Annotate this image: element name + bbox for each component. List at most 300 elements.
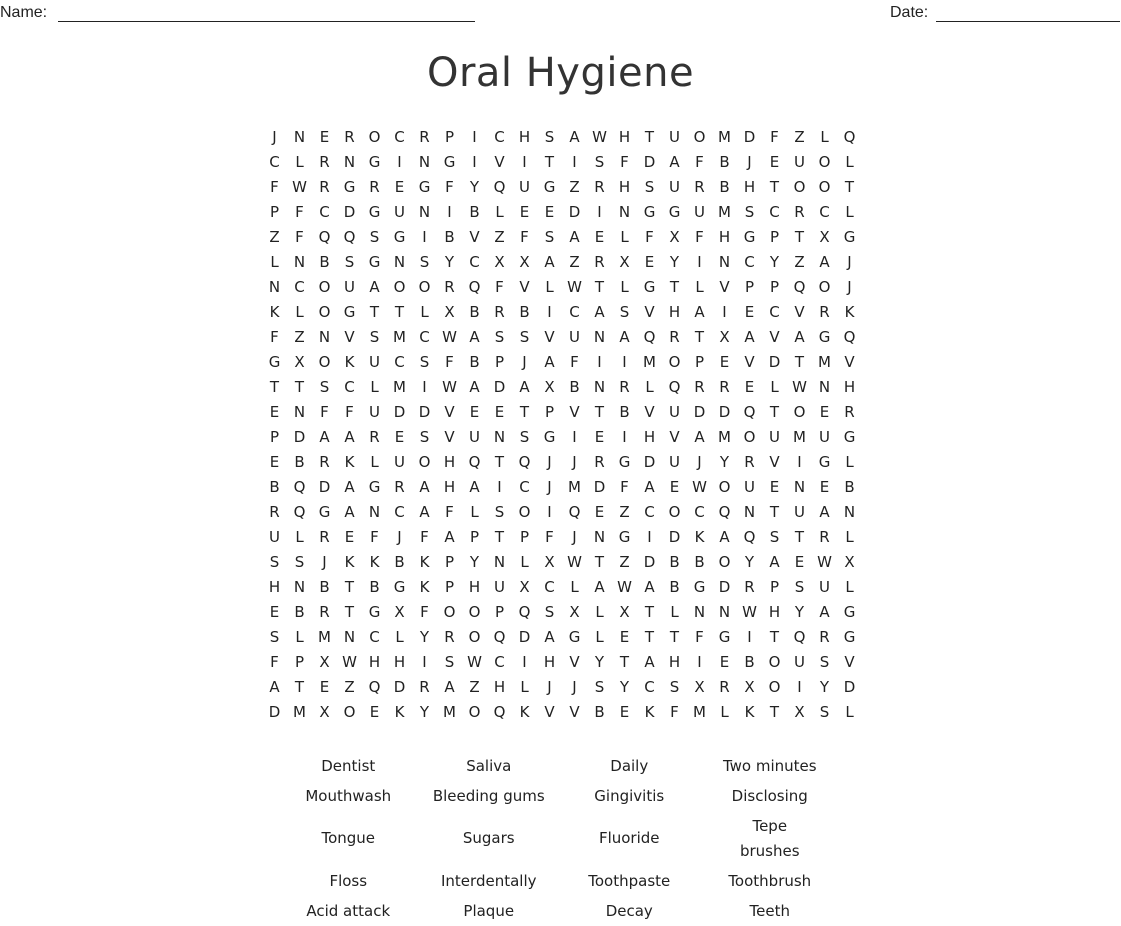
grid-row <box>262 700 862 725</box>
grid-letter: E <box>719 653 730 671</box>
grid-letter: E <box>769 153 780 171</box>
grid-letter: S <box>544 128 555 146</box>
word-item: Plaque <box>463 901 515 920</box>
grid-letter: G <box>568 628 581 646</box>
grid-letter: L <box>295 153 304 171</box>
grid-letter: S <box>419 353 430 371</box>
grid-letter: B <box>369 578 380 596</box>
grid-letter: O <box>418 278 431 296</box>
grid-letter: K <box>519 703 530 721</box>
grid-letter: H <box>618 128 631 146</box>
grid-letter: B <box>269 478 280 496</box>
grid-letter: O <box>343 703 356 721</box>
grid-letter: Z <box>494 228 505 246</box>
grid-letter: T <box>494 453 505 471</box>
grid-letter: M <box>443 703 456 721</box>
grid-letter: U <box>744 478 755 496</box>
grid-letter: D <box>593 478 606 496</box>
grid-letter: D <box>743 128 756 146</box>
grid-letter: A <box>694 303 705 321</box>
grid-letter: H <box>443 478 456 496</box>
grid-letter: A <box>644 578 655 596</box>
grid-letter: F <box>670 703 679 721</box>
grid-letter: T <box>544 153 555 171</box>
word-item: Teeth <box>749 901 790 920</box>
grid-letter: H <box>843 378 856 396</box>
grid-letter: A <box>644 478 655 496</box>
grid-letter: U <box>769 428 780 446</box>
grid-letter: V <box>644 403 655 421</box>
grid-letter: N <box>393 253 406 271</box>
grid-letter: C <box>394 503 405 521</box>
grid-letter: D <box>643 553 656 571</box>
grid-letter: C <box>494 128 505 146</box>
grid-letter: C <box>519 478 530 496</box>
grid-letter: A <box>344 478 355 496</box>
grid-letter: P <box>294 653 305 671</box>
grid-letter: D <box>418 403 431 421</box>
grid-letter: I <box>547 503 552 521</box>
grid-letter: C <box>769 203 780 221</box>
grid-letter: X <box>544 553 555 571</box>
grid-row <box>262 575 862 600</box>
grid-letter: O <box>443 603 456 621</box>
grid-letter: R <box>344 128 355 146</box>
word-item: Toothpaste <box>588 871 671 890</box>
grid-letter: F <box>320 403 329 421</box>
grid-letter: X <box>294 353 305 371</box>
grid-letter: G <box>368 203 381 221</box>
grid-letter: H <box>668 653 681 671</box>
grid-letter: R <box>419 678 430 696</box>
grid-letter: J <box>397 528 402 546</box>
grid-letter: W <box>692 478 707 496</box>
grid-row <box>262 175 862 200</box>
grid-row <box>262 400 862 425</box>
grid-letter: U <box>819 578 830 596</box>
grid-letter: O <box>368 128 381 146</box>
grid-letter: U <box>394 453 405 471</box>
grid-letter: B <box>669 553 680 571</box>
grid-letter: B <box>719 153 730 171</box>
grid-letter: F <box>445 503 454 521</box>
grid-row <box>262 425 862 450</box>
grid-letter: R <box>444 278 455 296</box>
grid-letter: V <box>544 703 555 721</box>
grid-letter: N <box>418 153 431 171</box>
grid-letter: B <box>319 578 330 596</box>
grid-letter: S <box>644 178 655 196</box>
grid-letter: G <box>543 428 556 446</box>
grid-row <box>262 225 862 250</box>
grid-letter: A <box>819 603 830 621</box>
grid-letter: L <box>370 378 379 396</box>
grid-letter: D <box>643 153 656 171</box>
grid-letter: P <box>519 528 530 546</box>
grid-letter: T <box>769 178 780 196</box>
grid-row <box>262 650 862 675</box>
grid-letter: J <box>547 678 552 696</box>
grid-letter: I <box>697 653 702 671</box>
grid-letter: Y <box>469 553 480 571</box>
grid-letter: T <box>669 628 680 646</box>
grid-letter: C <box>294 278 305 296</box>
grid-letter: U <box>494 578 505 596</box>
page-title: Oral Hygiene <box>426 50 695 96</box>
grid-letter: E <box>619 628 630 646</box>
grid-row <box>262 450 862 475</box>
grid-row <box>262 300 862 325</box>
grid-letter: S <box>494 328 505 346</box>
word-item: Disclosing <box>731 786 808 805</box>
grid-letter: A <box>544 628 555 646</box>
grid-letter: A <box>444 678 455 696</box>
grid-letter: F <box>420 603 429 621</box>
grid-letter: D <box>393 403 406 421</box>
grid-letter: W <box>567 553 582 571</box>
grid-letter: G <box>368 253 381 271</box>
grid-row <box>262 625 862 650</box>
grid-letter: Z <box>569 178 580 196</box>
grid-letter: K <box>394 703 405 721</box>
grid-letter: Q <box>293 478 306 496</box>
grid-letter: S <box>594 153 605 171</box>
grid-letter: I <box>497 478 502 496</box>
word-item: Tongue <box>321 829 376 847</box>
grid-letter: J <box>272 128 277 146</box>
word-item: Toothbrush <box>728 871 812 890</box>
grid-letter: K <box>694 528 705 546</box>
grid-letter: F <box>445 353 454 371</box>
grid-letter: N <box>618 203 631 221</box>
grid-letter: M <box>293 703 306 721</box>
grid-letter: I <box>422 653 427 671</box>
grid-letter: J <box>572 453 577 471</box>
grid-letter: C <box>769 303 780 321</box>
grid-letter: I <box>522 653 527 671</box>
grid-letter: W <box>742 603 757 621</box>
grid-row <box>262 200 862 225</box>
grid-letter: E <box>794 553 805 571</box>
grid-letter: T <box>794 353 805 371</box>
grid-letter: P <box>444 553 455 571</box>
grid-letter: H <box>643 428 656 446</box>
grid-letter: B <box>844 478 855 496</box>
grid-letter: I <box>572 428 577 446</box>
grid-letter: B <box>469 353 480 371</box>
grid-letter: T <box>369 303 380 321</box>
grid-letter: H <box>268 578 281 596</box>
grid-letter: T <box>769 503 780 521</box>
grid-letter: L <box>845 203 854 221</box>
grid-letter: R <box>319 528 330 546</box>
grid-letter: P <box>444 128 455 146</box>
grid-letter: R <box>619 378 630 396</box>
grid-letter: O <box>693 128 706 146</box>
grid-letter: O <box>768 678 781 696</box>
grid-letter: O <box>818 153 831 171</box>
grid-letter: A <box>519 378 530 396</box>
grid-letter: D <box>668 528 681 546</box>
grid-letter: S <box>419 253 430 271</box>
grid-letter: J <box>322 553 327 571</box>
grid-letter: G <box>818 328 831 346</box>
grid-letter: H <box>768 603 781 621</box>
grid-letter: I <box>622 353 627 371</box>
grid-letter: P <box>469 528 480 546</box>
grid-letter: F <box>695 628 704 646</box>
grid-letter: C <box>394 128 405 146</box>
grid-letter: B <box>394 553 405 571</box>
word-list-row <box>278 811 840 866</box>
grid-letter: S <box>369 328 380 346</box>
grid-letter: S <box>494 503 505 521</box>
grid-letter: A <box>569 228 580 246</box>
grid-letter: O <box>318 353 331 371</box>
grid-letter: A <box>544 253 555 271</box>
grid-letter: X <box>569 603 580 621</box>
grid-letter: D <box>843 678 856 696</box>
grid-letter: E <box>594 428 605 446</box>
grid-letter: R <box>819 303 830 321</box>
grid-row <box>262 150 862 175</box>
grid-letter: E <box>269 453 280 471</box>
grid-letter: M <box>393 328 406 346</box>
grid-letter: B <box>619 403 630 421</box>
grid-letter: H <box>618 178 631 196</box>
grid-letter: U <box>519 178 530 196</box>
grid-letter: S <box>819 703 830 721</box>
grid-letter: I <box>522 153 527 171</box>
grid-letter: D <box>318 478 331 496</box>
grid-letter: X <box>694 678 705 696</box>
grid-letter: G <box>843 428 856 446</box>
grid-letter: U <box>469 428 480 446</box>
grid-letter: N <box>718 253 731 271</box>
grid-letter: S <box>669 678 680 696</box>
grid-letter: E <box>744 303 755 321</box>
word-item: Decay <box>605 901 653 920</box>
grid-letter: E <box>269 403 280 421</box>
grid-letter: D <box>393 678 406 696</box>
grid-letter: T <box>769 403 780 421</box>
grid-letter: O <box>668 353 681 371</box>
grid-letter: B <box>294 603 305 621</box>
grid-letter: L <box>845 578 854 596</box>
grid-letter: G <box>418 178 431 196</box>
grid-letter: I <box>622 428 627 446</box>
grid-letter: R <box>444 628 455 646</box>
grid-letter: B <box>744 653 755 671</box>
grid-letter: E <box>619 703 630 721</box>
word-item: Sugars <box>462 829 515 847</box>
grid-row <box>262 675 862 700</box>
grid-letter: C <box>569 303 580 321</box>
grid-letter: Q <box>468 453 481 471</box>
grid-letter: L <box>645 378 654 396</box>
grid-letter: A <box>819 503 830 521</box>
grid-letter: N <box>818 378 831 396</box>
grid-letter: O <box>718 553 731 571</box>
grid-letter: N <box>793 478 806 496</box>
grid-letter: H <box>543 653 556 671</box>
grid-letter: V <box>444 403 455 421</box>
grid-letter: F <box>545 528 554 546</box>
grid-letter: N <box>293 578 306 596</box>
grid-letter: P <box>544 403 555 421</box>
grid-letter: G <box>368 478 381 496</box>
grid-letter: G <box>743 228 756 246</box>
grid-letter: W <box>567 278 582 296</box>
grid-letter: Z <box>294 328 305 346</box>
grid-letter: Q <box>718 503 731 521</box>
grid-letter: Q <box>368 678 381 696</box>
grid-letter: N <box>293 403 306 421</box>
grid-letter: S <box>519 428 530 446</box>
grid-letter: Y <box>794 603 805 621</box>
grid-letter: Y <box>719 453 730 471</box>
grid-letter: Y <box>744 553 755 571</box>
letter-grid <box>262 125 862 725</box>
grid-letter: O <box>818 278 831 296</box>
grid-letter: H <box>743 178 756 196</box>
grid-letter: Q <box>343 228 356 246</box>
word-list-row <box>278 781 840 811</box>
grid-letter: X <box>844 553 855 571</box>
grid-letter: T <box>344 603 355 621</box>
name-field[interactable] <box>58 21 475 22</box>
grid-letter: K <box>644 703 655 721</box>
grid-letter: L <box>295 303 304 321</box>
word-item: Interdentally <box>441 871 537 890</box>
grid-letter: B <box>694 553 705 571</box>
grid-letter: Q <box>568 503 581 521</box>
grid-letter: U <box>794 653 805 671</box>
grid-letter: W <box>467 653 482 671</box>
grid-letter: C <box>644 678 655 696</box>
grid-letter: A <box>469 378 480 396</box>
grid-letter: D <box>768 353 781 371</box>
grid-letter: G <box>368 153 381 171</box>
grid-letter: T <box>769 703 780 721</box>
grid-letter: C <box>819 203 830 221</box>
word-item: Two minutes <box>722 756 817 775</box>
grid-letter: A <box>719 528 730 546</box>
grid-letter: T <box>644 128 655 146</box>
grid-letter: O <box>793 178 806 196</box>
grid-letter: Y <box>619 678 630 696</box>
grid-letter: M <box>643 353 656 371</box>
grid-letter: I <box>397 153 402 171</box>
grid-letter: E <box>769 478 780 496</box>
grid-letter: R <box>594 178 605 196</box>
grid-letter: O <box>468 603 481 621</box>
grid-letter: V <box>769 453 780 471</box>
grid-letter: Y <box>444 253 455 271</box>
grid-letter: C <box>394 353 405 371</box>
grid-letter: V <box>544 328 555 346</box>
grid-letter: L <box>720 703 729 721</box>
grid-letter: V <box>494 153 505 171</box>
grid-letter: F <box>270 178 279 196</box>
grid-letter: M <box>793 428 806 446</box>
grid-letter: L <box>270 253 279 271</box>
grid-letter: I <box>422 228 427 246</box>
word-item: Dentist <box>321 756 376 775</box>
grid-row <box>262 125 862 150</box>
grid-letter: F <box>270 328 279 346</box>
grid-letter: D <box>718 578 731 596</box>
grid-letter: U <box>669 128 680 146</box>
grid-letter: V <box>719 278 730 296</box>
grid-letter: F <box>645 228 654 246</box>
grid-letter: T <box>644 603 655 621</box>
grid-letter: S <box>794 578 805 596</box>
grid-letter: S <box>819 653 830 671</box>
grid-letter: W <box>792 378 807 396</box>
grid-letter: L <box>570 578 579 596</box>
grid-letter: Q <box>668 378 681 396</box>
grid-letter: U <box>344 278 355 296</box>
grid-row <box>262 500 862 525</box>
grid-letter: E <box>594 228 605 246</box>
grid-letter: X <box>794 703 805 721</box>
date-field[interactable] <box>936 21 1120 22</box>
grid-letter: R <box>819 528 830 546</box>
grid-letter: R <box>669 328 680 346</box>
grid-letter: F <box>445 178 454 196</box>
grid-letter: P <box>769 228 780 246</box>
grid-letter: H <box>443 453 456 471</box>
word-item: Fluoride <box>598 829 660 847</box>
grid-letter: U <box>269 528 280 546</box>
grid-row <box>262 600 862 625</box>
grid-letter: L <box>545 278 554 296</box>
grid-letter: R <box>319 178 330 196</box>
grid-letter: G <box>318 503 331 521</box>
grid-letter: G <box>343 178 356 196</box>
grid-letter: L <box>620 228 629 246</box>
grid-letter: O <box>718 478 731 496</box>
grid-letter: F <box>295 228 304 246</box>
grid-letter: E <box>644 253 655 271</box>
grid-letter: E <box>319 128 330 146</box>
grid-letter: G <box>718 628 731 646</box>
grid-letter: V <box>744 353 755 371</box>
grid-letter: F <box>570 353 579 371</box>
grid-letter: C <box>319 203 330 221</box>
grid-letter: N <box>293 128 306 146</box>
grid-letter: T <box>644 628 655 646</box>
grid-letter: J <box>697 453 702 471</box>
grid-letter: K <box>844 303 855 321</box>
grid-letter: X <box>719 328 730 346</box>
grid-letter: W <box>442 378 457 396</box>
grid-letter: B <box>469 203 480 221</box>
grid-letter: X <box>544 378 555 396</box>
grid-letter: S <box>619 303 630 321</box>
grid-letter: A <box>644 653 655 671</box>
grid-letter: G <box>843 628 856 646</box>
grid-letter: E <box>469 403 480 421</box>
grid-letter: F <box>295 203 304 221</box>
grid-letter: S <box>444 653 455 671</box>
grid-letter: J <box>547 453 552 471</box>
grid-letter: F <box>620 478 629 496</box>
grid-letter: R <box>719 378 730 396</box>
grid-letter: A <box>444 528 455 546</box>
grid-row <box>262 250 862 275</box>
